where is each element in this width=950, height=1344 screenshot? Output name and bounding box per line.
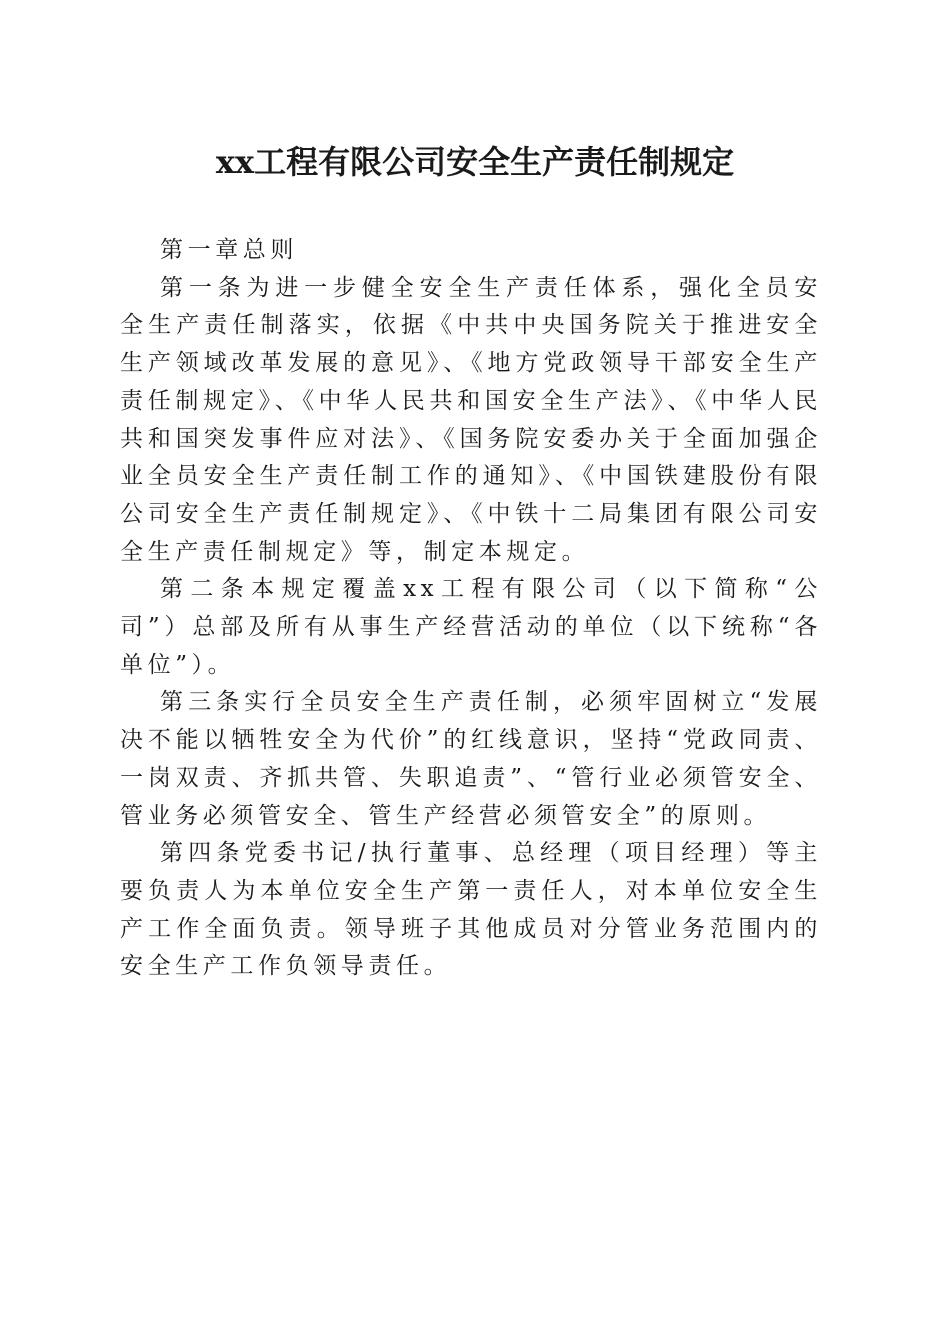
document-body: [120, 232, 822, 986]
article-3: 第三条实行全员安全生产责任制，必须牢固树立“发展决不能以牺牲安全为代价”的红线意识，坚持“党政同责、一岗双责、齐抓共管、失职追责”、“管行业必须管安全、管业务必须管安全、管生产经营必须管安全”的原则。: [120, 689, 822, 829]
chapter-heading: 第一章总则: [160, 237, 298, 263]
article-1: 第一条为进一步健全安全生产责任体系，强化全员安全生产责任制落实，依据《中共中央国务院关于推进安全生产领域改革发展的意见》、《地方党政领导干部安全生产责任制规定》、《中华人民共和国安全生产法》、《中华人民共和国突发事件应对法》、《国务院安委办关于全面加强企业全员安全生产责任制工作的通知》、《中国铁建股份有限公司安全生产责任制规定》、《中铁十二局集团有限公司安全生产责任制规定》等，制定本规定。: [120, 274, 822, 565]
document-title: xx工程有限公司安全生产责任制规定: [215, 143, 735, 181]
article-2: 第二条本规定覆盖xx工程有限公司（以下简称“公司”）总部及所有从事生产经营活动的单位（以下统称“各单位”）。: [120, 576, 822, 678]
article-4: 第四条党委书记/执行董事、总经理（项目经理）等主要负责人为本单位安全生产第一责任人，对本单位安全生产工作全面负责。领导班子其他成员对分管业务范围内的安全生产工作负领导责任。: [120, 840, 822, 980]
